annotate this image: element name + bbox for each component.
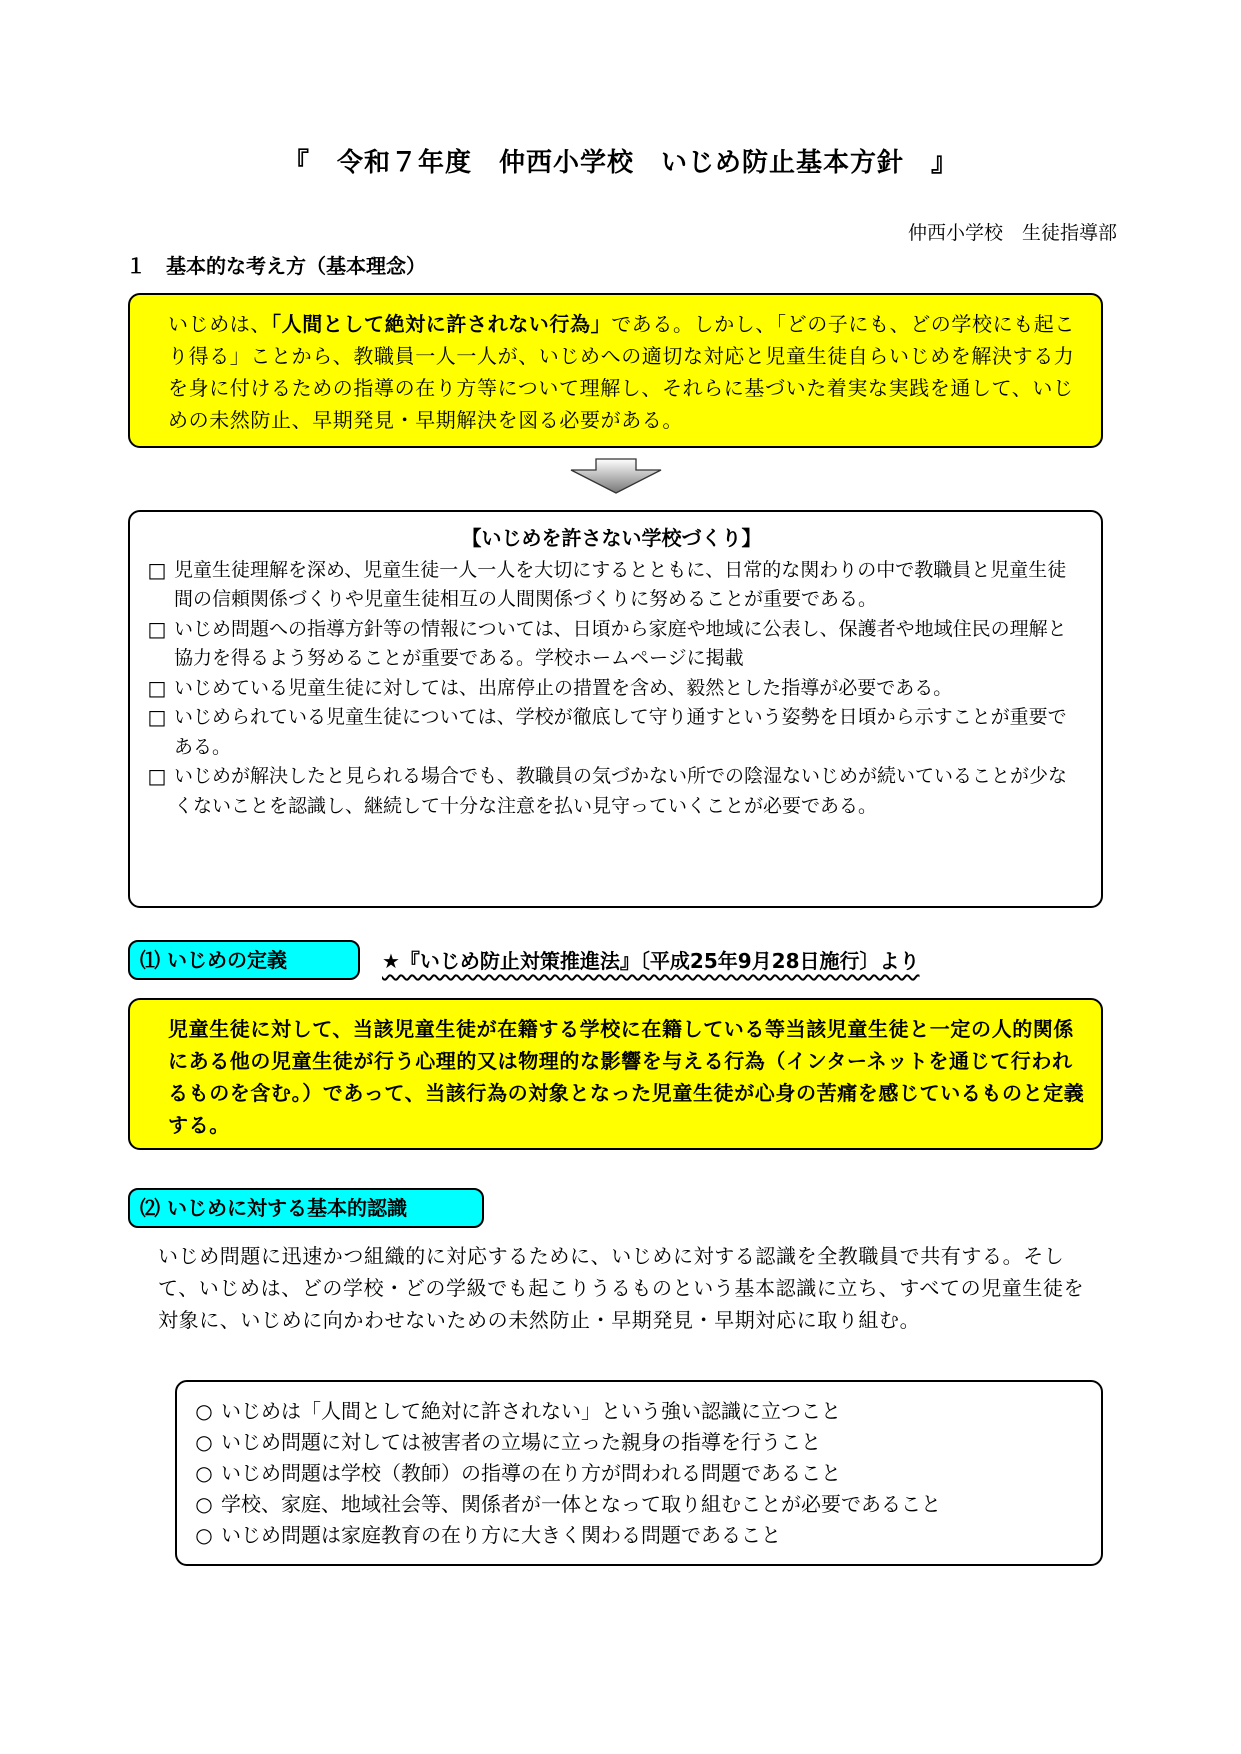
checkbox-icon: □ (147, 616, 167, 641)
list-item-text: いじめ問題に対しては被害者の立場に立った親身の指導を行うこと (221, 1430, 821, 1454)
list-item-text: いじめられている児童生徒については、学校が徹底して守り通すという姿勢を日頃から示すことが重要である。 (174, 706, 1067, 758)
principle-prefix: いじめは、 (168, 312, 271, 336)
list-item (187, 1458, 1087, 1489)
list-item (140, 556, 1083, 615)
definition-heading: ⑴ いじめの定義 (128, 940, 360, 980)
principle-rest: である。しかし、「どの子にも、どの学校にも起こり得る」ことから、教職員一人一人が、いじめへの適切な対応と児童生徒自らいじめを解決する力を身に付けるための指導の在り方等について理解し、それらに基づいた着実な実践を通して、いじめの未然防止、早期発見・早期解決を図る必要がある。 (168, 312, 1076, 432)
checkbox-icon: □ (147, 557, 167, 582)
author: 仲西小学校 生徒指導部 (907, 222, 1117, 244)
principle-box (128, 293, 1103, 448)
principle-emphasis: 「人間として絶対に許されない行為」 (271, 312, 612, 336)
circle-bullet-icon: ○ (195, 1523, 213, 1547)
circle-bullet-icon: ○ (195, 1399, 213, 1423)
list-item-text: いじめ問題は家庭教育の在り方に大きく関わる問題であること (221, 1523, 781, 1547)
list-item-text: 児童生徒理解を深め、児童生徒一人一人を大切にするとともに、日常的な関わりの中で教職員と児童生徒間の信頼関係づくりや児童生徒相互の人間関係づくりに努めることが重要である。 (174, 558, 1067, 610)
recognition-box (175, 1380, 1103, 1566)
checkbox-icon: □ (147, 764, 167, 788)
recognition-heading: ⑵ いじめに対する基本的認識 (128, 1188, 484, 1228)
principle-text (144, 308, 1087, 436)
list-item-text: 学校、家庭、地域社会等、関係者が一体となって取り組むことが必要であること (221, 1492, 941, 1516)
definition-source: ★『いじめ防止対策推進法』〔平成25年9月28日施行〕より (382, 949, 920, 973)
list-item-text: いじめ問題への指導方針等の情報については、日頃から家庭や地域に公表し、保護者や地域住民の理解と協力を得るよう努めることが重要である。学校ホームページに掲載 (174, 617, 1067, 669)
definition-box (128, 998, 1103, 1150)
list-item-text: いじめている児童生徒に対しては、出席停止の措置を含め、毅然とした指導が必要である。 (174, 676, 953, 699)
school-building-title: 【いじめを許さない学校づくり】 (461, 526, 762, 550)
list-item (187, 1520, 1087, 1551)
list-item-text: いじめ問題は学校（教師）の指導の在り方が問われる問題であること (221, 1461, 841, 1485)
circle-bullet-icon: ○ (195, 1430, 213, 1454)
list-item-text: いじめは「人間として絶対に許されない」という強い認識に立つこと (221, 1399, 841, 1423)
definition-text: 児童生徒に対して、当該児童生徒が在籍する学校に在籍している等当該児童生徒と一定の人的関係にある他の児童生徒が行う心理的又は物理的な影響を与える行為（インターネットを通じて行われるものを含む。）であって、当該行為の対象となった児童生徒が心身の苦痛を感じているものと定義する。 (168, 1017, 1085, 1137)
recognition-paragraph (134, 1240, 1094, 1336)
document-title: 『 令和７年度 仲西小学校 いじめ防止基本方針 』 (282, 148, 958, 178)
recognition-paragraph-text: いじめ問題に迅速かつ組織的に対応するために、いじめに対する認識を全教職員で共有する。そして、いじめは、どの学校・どの学級でも起こりうるものという基本認識に立ち、すべての児童生徒を対象に、いじめに向かわせないための未然防止・早期発見・早期対応に取り組む。 (158, 1244, 1085, 1332)
list-item-text: いじめが解決したと見られる場合でも、教職員の気づかない所での陰湿ないじめが続いていることが少なくないことを認識し、継続して十分な注意を払い見守っていくことが必要である。 (174, 765, 1068, 817)
list-item (140, 615, 1083, 674)
list-item (140, 762, 1083, 821)
down-arrow-icon (570, 458, 662, 494)
list-item (187, 1396, 1087, 1427)
checkbox-icon: □ (147, 705, 167, 729)
section1-heading: １ 基本的な考え方（基本理念） (126, 254, 426, 278)
circle-bullet-icon: ○ (195, 1492, 213, 1516)
list-item (187, 1427, 1087, 1458)
list-item (140, 674, 1083, 704)
circle-bullet-icon: ○ (195, 1461, 213, 1485)
checkbox-icon: □ (147, 675, 167, 700)
school-building-box (128, 510, 1103, 908)
list-item (187, 1489, 1087, 1520)
list-item (140, 703, 1083, 762)
